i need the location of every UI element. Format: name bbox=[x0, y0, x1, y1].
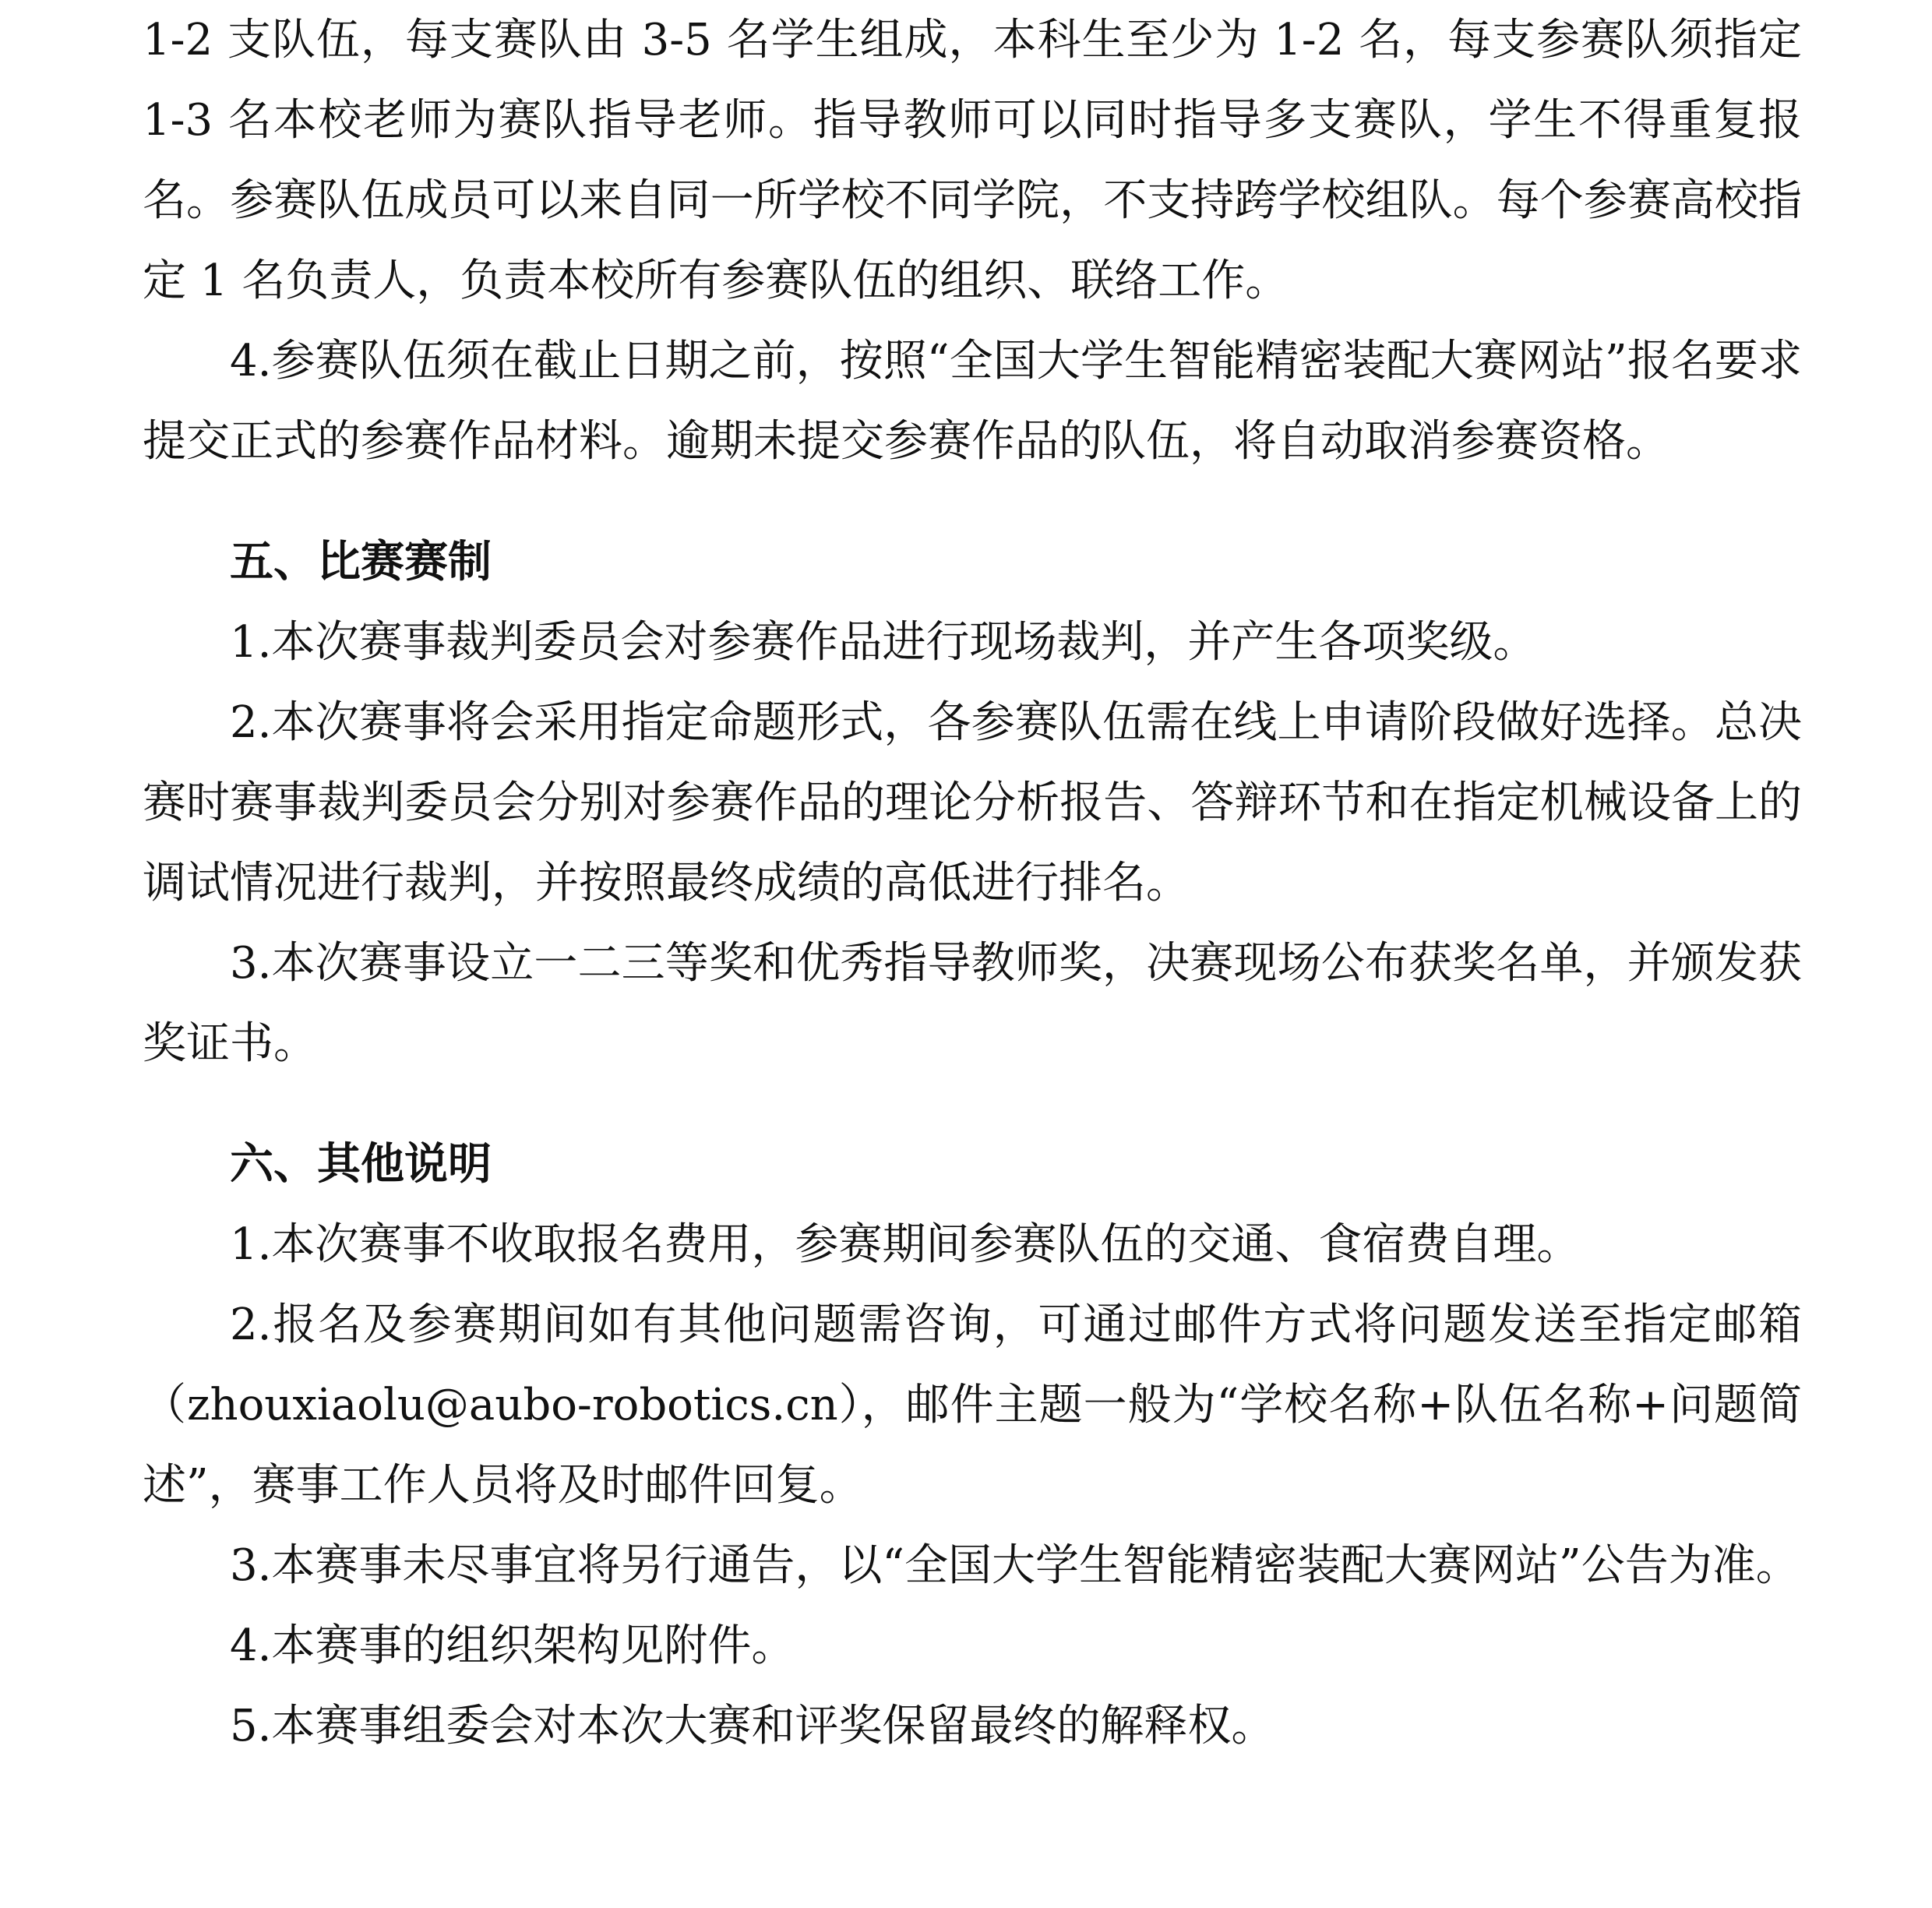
paragraph-onsite-judging: 1.本次赛事裁判委员会对参赛作品进行现场裁判，并产生各项奖级。 bbox=[230, 617, 1537, 668]
paragraph-designated-topics: 2.本次赛事将会采用指定命题形式，各参赛队伍需在线上申请阶段做好选择。总决赛时赛事裁判委员会分别对参赛作品的理论分析报告、答辩环节和在指定机械设备上的调试情况进行裁判，并按照最终成绩的高低进行排名。 bbox=[143, 697, 1802, 908]
paragraph-announcements: 3.本赛事未尽事宜将另行通告，以“全国大学生智能精密装配大赛网站”公告为准。 bbox=[230, 1540, 1800, 1591]
section-title-other-notes: 六、其他说明 bbox=[230, 1139, 492, 1190]
document-body bbox=[143, 0, 1802, 1766]
section-gap bbox=[143, 1084, 1802, 1124]
paragraph-team-composition: 1-2 支队伍，每支赛队由 3-5 名学生组成，本科生至少为 1-2 名，每支参赛队须指定 1-3 名本校老师为赛队指导老师。指导教师可以同时指导多支赛队，学生不得重复报名。参赛队伍成员可以来自同一所学校不同学院，不支持跨学校组队。每个参赛高校指定 1 名负责人，负责本校所有参赛队伍的组织、联络工作。 bbox=[143, 15, 1802, 306]
section-title-competition-format: 五、比赛赛制 bbox=[230, 537, 492, 587]
paragraph-contact-email: 2.报名及参赛期间如有其他问题需咨询，可通过邮件方式将问题发送至指定邮箱（zhouxiaolu@aubo-robotics.cn），邮件主题一般为“学校名称+队伍名称+问题简述”，赛事工作人员将及时邮件回复。 bbox=[143, 1300, 1802, 1511]
paragraph-organization-attachment: 4.本赛事的组织架构见附件。 bbox=[230, 1621, 795, 1671]
paragraph-fees: 1.本次赛事不收取报名费用，参赛期间参赛队伍的交通、食宿费自理。 bbox=[230, 1219, 1581, 1270]
paragraph-awards: 3.本次赛事设立一二三等奖和优秀指导教师奖，决赛现场公布获奖名单，并颁发获奖证书。 bbox=[143, 938, 1802, 1069]
section-gap bbox=[143, 481, 1802, 522]
paragraph-interpretation-right: 5.本赛事组委会对本次大赛和评奖保留最终的解释权。 bbox=[230, 1701, 1275, 1751]
paragraph-submission-deadline: 4.参赛队伍须在截止日期之前，按照“全国大学生智能精密装配大赛网站”报名要求提交正式的参赛作品材料。逾期未提交参赛作品的队伍，将自动取消参赛资格。 bbox=[143, 336, 1802, 467]
